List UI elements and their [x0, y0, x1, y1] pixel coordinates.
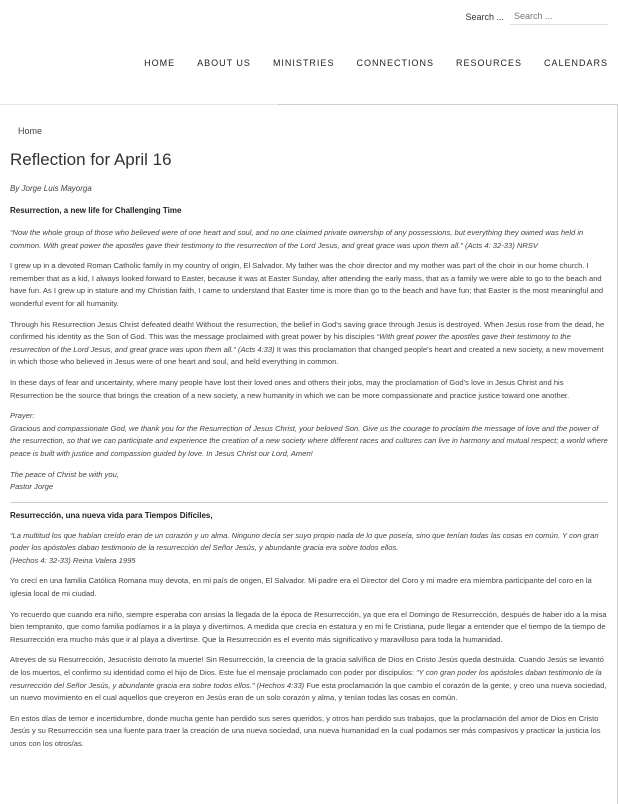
english-paragraph-2 — [10, 319, 608, 369]
closing-line: The peace of Christ be with you, — [10, 469, 119, 479]
prayer-label: Prayer: — [10, 411, 35, 421]
nav-connections[interactable]: CONNECTIONS — [356, 58, 434, 68]
english-paragraph-3: In these days of fear and uncertainty, where many people have lost their loved ones and others their jobs, may the proclamation of God’s love in Jesus Christ and his Resurrection be the source that brings the creation of a new society, a new humanity in which we can be more compassionate and practice justice toward one another. — [10, 377, 570, 400]
breadcrumb[interactable] — [18, 126, 42, 136]
spanish-paragraph-1: Yo crecí en una familia Católica Romana muy devota, en mi país de origen, El Salvador. Mi padre era el Director del Coro y mi madre era miembra participante del coro en la iglesia local de mi ciudad. — [10, 576, 592, 599]
nav-about-us[interactable]: ABOUT US — [197, 58, 251, 68]
signature: Pastor Jorge — [10, 482, 54, 492]
byline: By Jorge Luis Mayorga — [10, 184, 92, 193]
inline-scripture-quote: “With great power the apostles gave their testimony to the resurrection of the Lord Jesus, and great grace was upon them all.” (Acts 4:33) — [10, 332, 571, 354]
english-paragraph-1: I grew up in a devoted Roman Catholic family in my country of origin, El Salvador. My father was the choir director and my mother was part of the choir in our home church. I remember that as a kid, I always looked forward to Easter, because it was at Easter Sunday, after attending the early mass, that as a family we were able to go to the beach and have fun. As I grew up in stature and my Christian faith, I came to understand that Easter time is more than go to the beach and have fun; that Easter is the most meaningful and wonderful event for all humanity. — [10, 261, 604, 308]
prayer-text: Gracious and compassionate God, we thank you for the Resurrection of Jesus Christ, your beloved Son. Give us the courage to proclaim the message of love and the power of the resurrection, so that we can participate and experience the creation of a new society where different races and cultures can live in harmony and mutual respect; a world where peace is built with justice and compassion guided by love. In Jesus Christ our Lord, Amen! — [10, 423, 608, 458]
spanish-subheading: Resurrección, una nueva vida para Tiempos Difíciles, — [10, 510, 213, 520]
spanish-paragraph-3 — [10, 654, 608, 704]
spanish-scripture-reference: (Hechos 4: 32-33) Reina Valera 1995 — [10, 555, 136, 565]
english-subheading: Resurrection, a new life for Challenging Time — [10, 206, 182, 215]
breadcrumb-home[interactable]: Home — [18, 126, 43, 136]
nav-ministries[interactable]: MINISTRIES — [272, 58, 335, 68]
main-nav — [144, 58, 608, 68]
paragraph-text: It was this proclamation that changed people’s heart and created a new society, a new movement in which those who believed in Jesus were of one heart and soul, and held everything in common. — [10, 344, 604, 367]
search-label: Search ... — [465, 11, 504, 22]
nav-resources[interactable]: RESOURCES — [455, 58, 522, 68]
paragraph-text: Atreves de su Resurrección, Jesucristo derroto la muerte! Sin Resurrección, la creencia de la gracia salvífica de Dios en Cristo Jesús queda destruida. Cuando Jesús se levantó de los muertos, el confirmo su identidad como el hijo de Dios. Este fue el mensaje proclamado con poder por discipulos: — [10, 655, 604, 678]
section-divider — [10, 502, 608, 503]
inline-scripture-quote: “Y con gran poder los apóstoles daban testimonio de la resurrección del Señor Jesús, y abundante gracia era sobre todos ellos.” (Hechos 4:33) — [10, 668, 602, 690]
spanish-paragraph-4: En estos días de temor e incertidumbre, donde mucha gente han perdido sus seres queridos, y otros han perdido sus trabajos, que la proclamación del amor de Dios en Cristo Jesús y su Resurrección sea una fuente para traer la creación de una nueva sociedad, una nueva humanidad en la cual podamos ser más compasivos y practicar la justicia los unos con los otros/as. — [10, 713, 601, 748]
nav-calendars[interactable]: CALENDARS — [543, 58, 608, 68]
paragraph-text: Through his Resurrection Jesus Christ defeated death! Without the resurrection, the belief in God’s saving grace through Jesus is destroyed. When Jesus rose from the dead, he confirmed his identity as the Son of God. This was the message proclaimed with great power by his disciples — [10, 319, 605, 342]
nav-home[interactable]: HOME — [144, 58, 176, 68]
spanish-paragraph-2: Yo recuerdo que cuando era niño, siempre esperaba con ansias la llegada de la época de Resurrección, ya que era el Domingo de Resurrección, después de haber ido a la misa bien tempranito, que como familia podíamos ir a la playa y divertirnos. A medida que crecía en estatura y en mi fe Cristiana, pude llegar a entender que el tiempo de la tiempo de Resurrección era mucho más que ir al playa a divertirse. Que la Resurrección es el evento más significativo y maravilloso para toda la humanidad. — [10, 609, 607, 644]
search-bar — [465, 8, 608, 25]
spanish-scripture-quote: “La multitud los que habían creído eran de un corazón y un alma. Ninguno decía ser suyo propio nada de lo que poseía, sino que tenían todas las cosas en común. Y con gran poder los apóstoles daban testimonio de la resurrección del Señor Jesús, y abundante gracia era sobre todos ellos. — [10, 530, 599, 553]
page-title: Reflection for April 16 — [10, 150, 172, 169]
article — [10, 150, 608, 759]
paragraph-text: Fue esta proclamación la que cambio el corazón de la gente, y creo una nueva sociedad, un nuevo movimiento en el cual aquellos que creyeron en Jesús eran de un solo corazón y alma, y tenían todas las cosas en común. — [10, 680, 607, 703]
english-scripture-quote: “Now the whole group of those who believed were of one heart and soul, and no one claimed private ownership of any possessions, but everything they owned was held in common. With great power the apostles gave their testimony to the resurrection of the Lord Jesus, and great grace was upon them all.” (Acts 4: 32-33) NRSV — [10, 228, 584, 250]
search-input[interactable] — [510, 8, 608, 25]
